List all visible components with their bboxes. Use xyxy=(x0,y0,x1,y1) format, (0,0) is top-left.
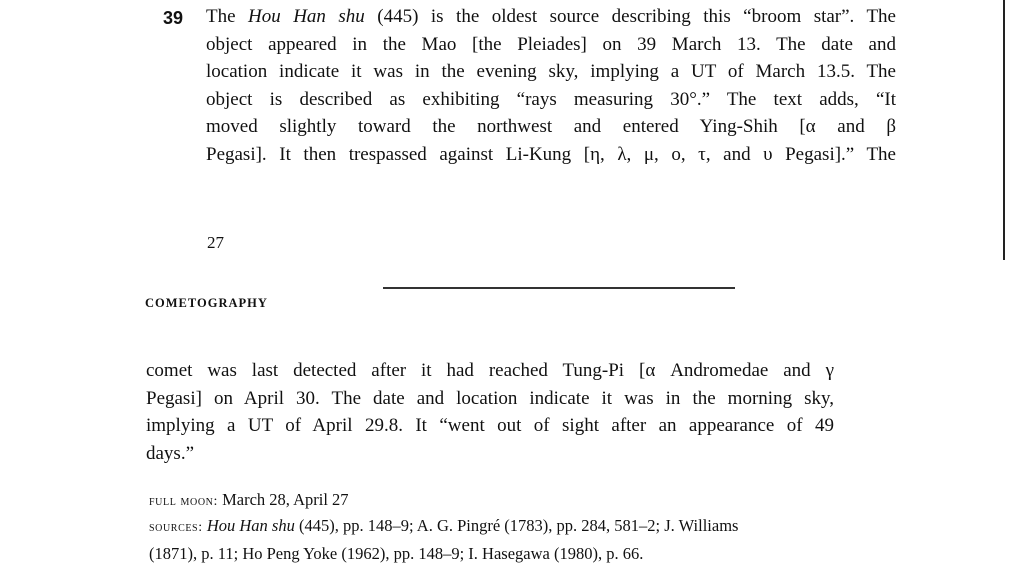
entry-text-continuation xyxy=(146,357,834,467)
full-moon-note xyxy=(149,487,349,515)
entry-line: location indicate it was in the evening sky, implying a UT of March 13.5. The xyxy=(206,61,896,82)
page-break-rule xyxy=(383,287,735,289)
full-moon-label: full moon: xyxy=(149,494,218,509)
full-moon-value: March 28, April 27 xyxy=(217,490,349,509)
continuation-line: Pegasi] on April 30. The date and location indicate it was in the morning sky, xyxy=(146,387,834,409)
sources-label: sources: xyxy=(149,520,203,535)
entry-number: 39 xyxy=(163,8,184,28)
entry-line: object is described as exhibiting “rays measuring 30°.” The text adds, “It xyxy=(206,88,896,110)
page-edge-divider xyxy=(1003,0,1005,260)
entry-line: moved slightly toward the northwest and entered Ying-Shih [α and β xyxy=(206,116,896,137)
running-head: COMETOGRAPHY xyxy=(145,296,268,310)
sources-note xyxy=(149,513,839,567)
entry-line: The Hou Han shu (445) is the oldest source describing this “broom star”. The xyxy=(206,6,896,27)
entry-text-top xyxy=(206,3,896,168)
sources-line: sources: Hou Han shu (445), pp. 148–9; A. G. Pingré (1783), pp. 284, 581–2; J. Williams xyxy=(149,516,739,535)
page-number: 27 xyxy=(207,233,224,252)
sources-line: (1871), p. 11; Ho Peng Yoke (1962), pp. 148–9; I. Hasegawa (1980), p. 66. xyxy=(149,544,644,563)
entry-line: object appeared in the Mao [the Pleiades] on 39 March 13. The date and xyxy=(206,33,896,55)
entry-line: Pegasi]. It then trespassed against Li-Kung [η, λ, μ, o, τ, and υ Pegasi].” The xyxy=(206,143,896,165)
continuation-line: days.” xyxy=(146,442,195,464)
continuation-line: comet was last detected after it had reached Tung-Pi [α Andromedae and γ xyxy=(146,360,834,381)
continuation-line: implying a UT of April 29.8. It “went out of sight after an appearance of 49 xyxy=(146,415,834,436)
